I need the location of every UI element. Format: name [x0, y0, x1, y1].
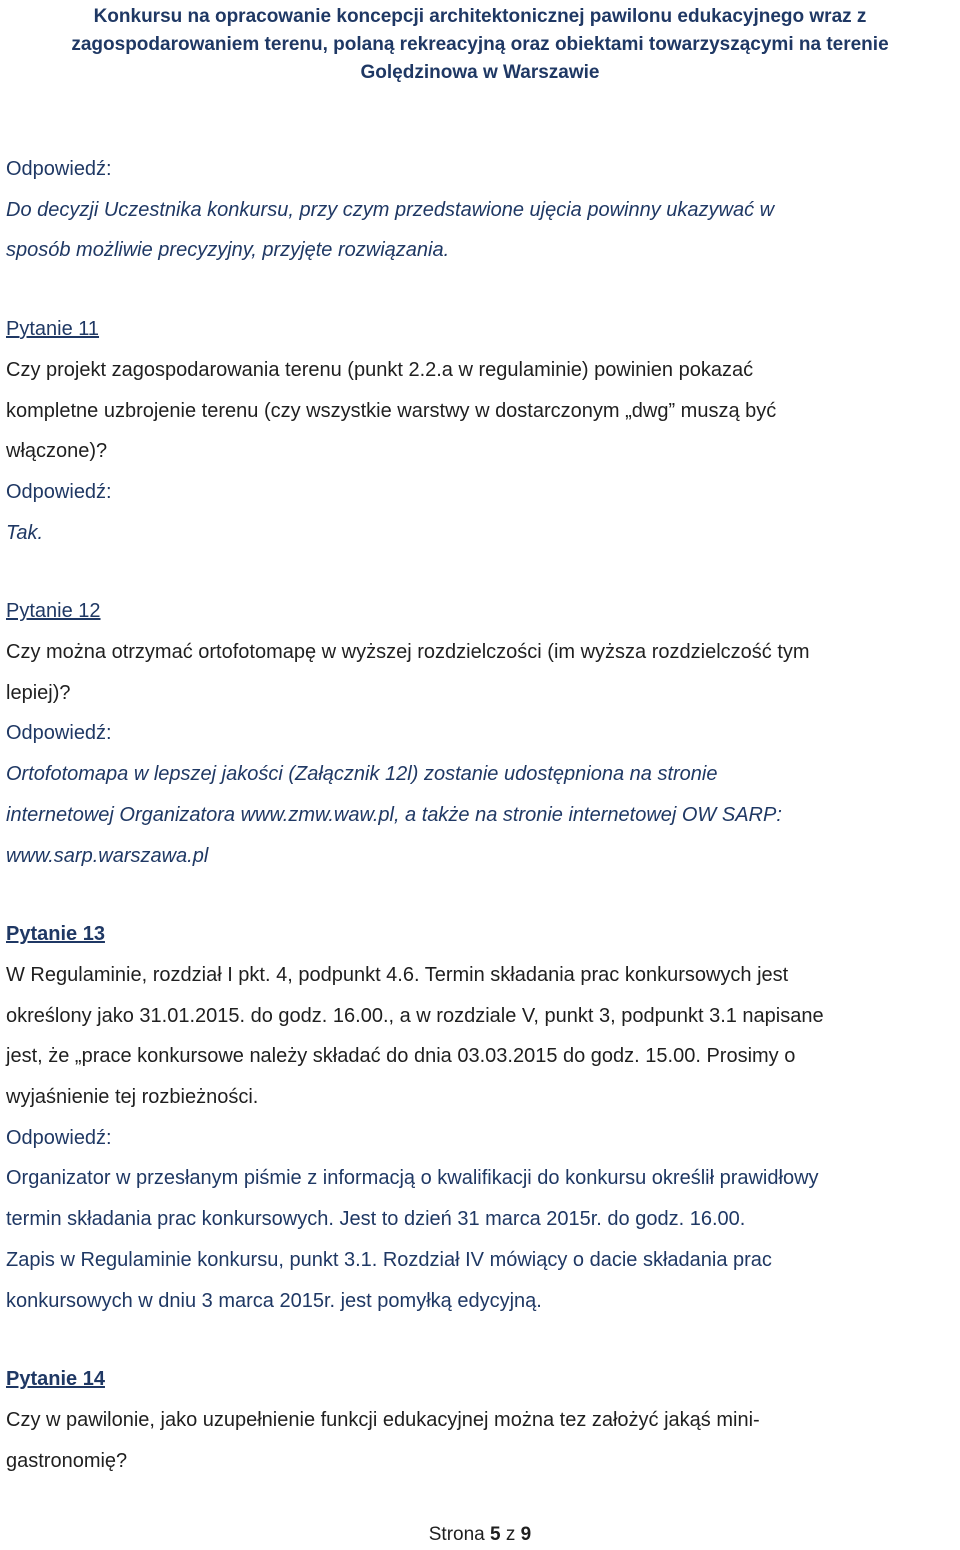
question-line: Czy w pawilonie, jako uzupełnienie funkcji edukacyjnej można tez założyć jakąś mini- — [6, 1408, 760, 1431]
question-line: jest, że „prace konkursowe należy składać do dnia 03.03.2015 do godz. 15.00. Prosimy o — [6, 1045, 796, 1068]
question-title: Pytanie 11 — [6, 318, 100, 341]
answer-label: Odpowiedź: — [6, 722, 112, 745]
answer-line: Tak. — [6, 521, 44, 544]
page-separator: z — [505, 1524, 516, 1545]
answer-line: Ortofotomapa w lepszej jakości (Załącznik 12l) zostanie udostępniona na stronie — [6, 763, 718, 786]
question-block-14 — [6, 1359, 956, 1481]
answer-line: Organizator w przesłanym piśmie z informacją o kwalifikacji do konkursu określił prawidłowy — [6, 1167, 819, 1190]
question-title: Pytanie 12 — [6, 600, 101, 623]
answer-line: termin składania prac konkursowych. Jest to dzień 31 marca 2015r. do godz. 16.00. — [6, 1208, 746, 1231]
answer-line: www.sarp.warszawa.pl — [6, 844, 209, 867]
question-line: W Regulaminie, rozdział I pkt. 4, podpunkt 4.6. Termin składania prac konkursowych jest — [6, 963, 789, 986]
page-total: 9 — [520, 1524, 532, 1545]
answer-label: Odpowiedź: — [6, 480, 112, 503]
document-body — [6, 149, 956, 1481]
question-block-12 — [6, 591, 956, 876]
question-line: włączone)? — [6, 440, 108, 463]
question-line: gastronomię? — [6, 1449, 128, 1472]
answer-block-10 — [6, 149, 956, 271]
page-footer — [0, 1524, 960, 1546]
answer-line: internetowej Organizatora www.zmw.waw.pl, a także na stronie internetowej OW SARP: — [6, 803, 782, 826]
question-line: Czy można otrzymać ortofotomapę w wyższej rozdzielczości (im wyższa rozdzielczość tym — [6, 641, 810, 664]
header-line-2: zagospodarowaniem terenu, polaną rekreacyjną oraz obiektami towarzyszącymi na terenie — [71, 34, 889, 55]
page-label: Strona — [428, 1524, 485, 1545]
page-current: 5 — [490, 1524, 501, 1545]
question-line: Czy projekt zagospodarowania terenu (punkt 2.2.a w regulaminie) powinien pokazać — [6, 358, 754, 381]
question-line: określony jako 31.01.2015. do godz. 16.00., a w rozdziale V, punkt 3, podpunkt 3.1 napisane — [6, 1004, 824, 1027]
question-block-13 — [6, 914, 956, 1321]
header-line-3: Golędzinowa w Warszawie — [360, 62, 600, 83]
question-block-11 — [6, 309, 956, 553]
answer-line: sposób możliwie precyzyjny, przyjęte rozwiązania. — [6, 239, 450, 262]
question-title: Pytanie 13 — [6, 923, 105, 946]
question-line: kompletne uzbrojenie terenu (czy wszystkie warstwy w dostarczonym „dwg” muszą być — [6, 399, 777, 422]
question-line: lepiej)? — [6, 681, 71, 704]
question-title: Pytanie 14 — [6, 1368, 105, 1391]
answer-line: Zapis w Regulaminie konkursu, punkt 3.1. Rozdział IV mówiący o dacie składania prac — [6, 1248, 772, 1271]
answer-line: Do decyzji Uczestnika konkursu, przy czym przedstawione ujęcia powinny ukazywać w — [6, 198, 775, 221]
answer-label: Odpowiedź: — [6, 1126, 112, 1149]
document-header — [0, 3, 960, 87]
answer-line: konkursowych w dniu 3 marca 2015r. jest pomyłką edycyjną. — [6, 1289, 542, 1312]
answer-label: Odpowiedź: — [6, 158, 112, 180]
header-line-1: Konkursu na opracowanie koncepcji architektonicznej pawilonu edukacyjnego wraz z — [93, 6, 867, 27]
question-line: wyjaśnienie tej rozbieżności. — [6, 1086, 259, 1109]
